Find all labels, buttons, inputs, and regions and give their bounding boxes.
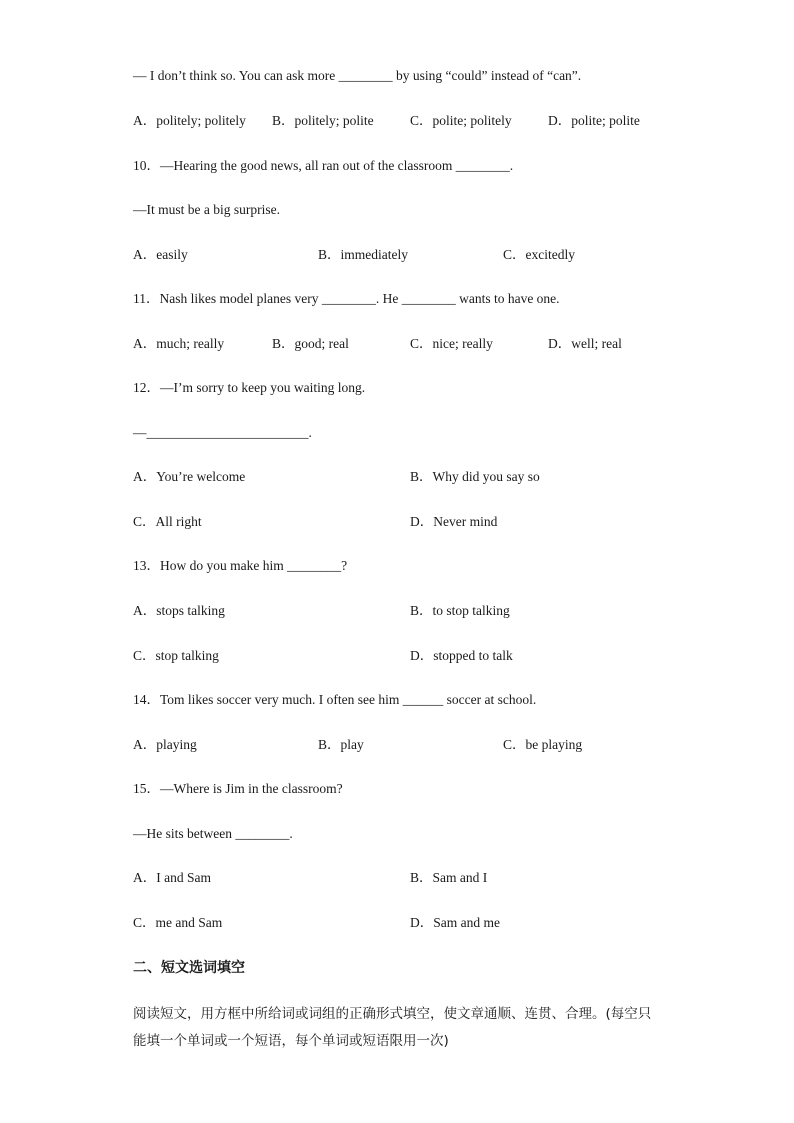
q13-option-b: B．to stop talking bbox=[410, 603, 510, 618]
q12-option-a: A．You’re welcome bbox=[133, 469, 246, 484]
q15-line1: 15．—Where is Jim in the classroom? bbox=[133, 781, 343, 796]
q15-option-d: D．Sam and me bbox=[410, 915, 500, 930]
q14-option-a: A．playing bbox=[133, 737, 197, 752]
q12-option-c: C．All right bbox=[133, 514, 202, 529]
q12-line2: —________________________. bbox=[133, 425, 312, 440]
q13-line: 13．How do you make him ________? bbox=[133, 558, 348, 573]
q9-option-d: D．polite; polite bbox=[548, 113, 640, 128]
q11-option-b: B．good; real bbox=[272, 336, 349, 351]
q13-option-d: D．stopped to talk bbox=[410, 648, 513, 663]
q10-line1: 10．—Hearing the good news, all ran out of the classroom ________. bbox=[133, 158, 514, 173]
q15-option-a: A．I and Sam bbox=[133, 870, 211, 885]
q14-line: 14．Tom likes soccer very much. I often see him ______ soccer at school. bbox=[133, 692, 537, 707]
q9-option-c: C．polite; politely bbox=[410, 113, 512, 128]
section-instruction: 阅读短文，用方框中所给词或词组的正确形式填空，使文章通顺、连贯、合理。(每空只能填一个单词或一个短语，每个单词或短语限用一次) bbox=[133, 1006, 652, 1049]
q9-option-b: B．politely; polite bbox=[272, 113, 374, 128]
q15-line2: —He sits between ________. bbox=[133, 826, 293, 841]
section-title: 二、短文选词填空 bbox=[133, 960, 245, 976]
q12-option-d: D．Never mind bbox=[410, 514, 498, 529]
q15-option-c: C．me and Sam bbox=[133, 915, 223, 930]
q12-line1: 12．—I’m sorry to keep you waiting long. bbox=[133, 380, 366, 395]
q13-option-a: A．stops talking bbox=[133, 603, 225, 618]
q9-line: — I don’t think so. You can ask more ________ by using “could” instead of “can”. bbox=[133, 68, 582, 83]
q9-option-a: A．politely; politely bbox=[133, 113, 246, 128]
q14-option-c: C．be playing bbox=[503, 737, 583, 752]
q11-line: 11．Nash likes model planes very ________. He ________ wants to have one. bbox=[133, 291, 560, 306]
q10-option-a: A．easily bbox=[133, 247, 188, 262]
q10-option-b: B．immediately bbox=[318, 247, 408, 262]
q11-option-a: A．much; really bbox=[133, 336, 225, 351]
q10-line2: —It must be a big surprise. bbox=[133, 202, 280, 217]
q13-option-c: C．stop talking bbox=[133, 648, 219, 663]
q10-option-c: C．excitedly bbox=[503, 247, 575, 262]
q15-option-b: B．Sam and I bbox=[410, 870, 488, 885]
q14-option-b: B．play bbox=[318, 737, 364, 752]
q12-option-b: B．Why did you say so bbox=[410, 469, 540, 484]
q11-option-c: C．nice; really bbox=[410, 336, 493, 351]
q11-option-d: D．well; real bbox=[548, 336, 622, 351]
